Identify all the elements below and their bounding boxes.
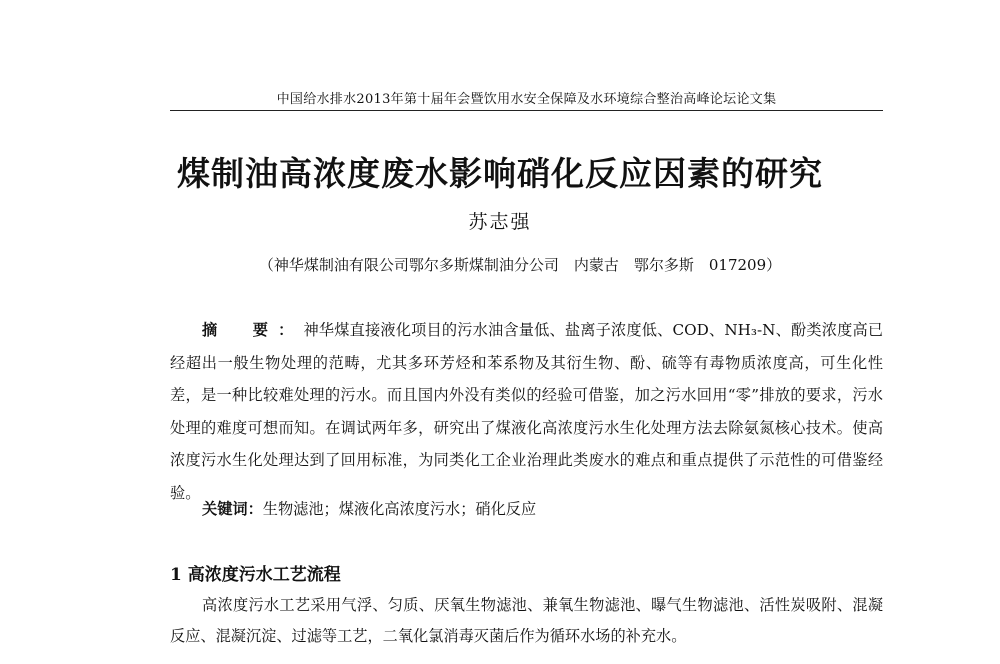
section-heading: 1 高浓度污水工艺流程 bbox=[170, 565, 341, 585]
paper-title: 煤制油高浓度废水影响硝化反应因素的研究 bbox=[177, 154, 823, 193]
section-body: 高浓度污水工艺采用气浮、匀质、厌氧生物滤池、兼氧生物滤池、曝气生物滤池、活性炭吸附、混凝反应、混凝沉淀、过滤等工艺，二氧化氯消毒灭菌后作为循环水场的补充水。 bbox=[170, 596, 883, 645]
author-name: 苏志强 bbox=[468, 211, 532, 233]
running-header: 中国给水排水2013年第十届年会暨饮用水安全保障及水环境综合整治高峰论坛论文集 bbox=[276, 92, 777, 107]
keywords-text: 生物滤池；煤液化高浓度污水；硝化反应 bbox=[262, 500, 537, 518]
abstract-text: 神华煤直接液化项目的污水油含量低、盐离子浓度低、COD、NH₃-N、酚类浓度高已经超出一般生物处理的范畴，尤其多环芳烃和苯系物及其衍生物、酚、硫等有毒物质浓度高，可生化性差，是一种比较难处理的污水。而且国内外没有类似的经验可借鉴，加之污水回用“零”排放的要求，污水处理的难度可想而知。在调试两年多，研究出了煤液化高浓度污水生化处理方法去除氨氮核心技术。使高浓度污水生化处理达到了回用标准，为同类化工企业治理此类废水的难点和重点提供了示范性的可借鉴经验。 bbox=[170, 321, 884, 502]
author-affiliation: （神华煤制油有限公司鄂尔多斯煤制油分公司 内蒙古 鄂尔多斯 017209） bbox=[258, 256, 782, 274]
abstract bbox=[170, 314, 883, 509]
keywords-label: 关键词： bbox=[202, 500, 263, 518]
header-rule bbox=[170, 110, 883, 111]
abstract-label: 摘 要： bbox=[202, 321, 304, 339]
keywords bbox=[202, 497, 882, 521]
